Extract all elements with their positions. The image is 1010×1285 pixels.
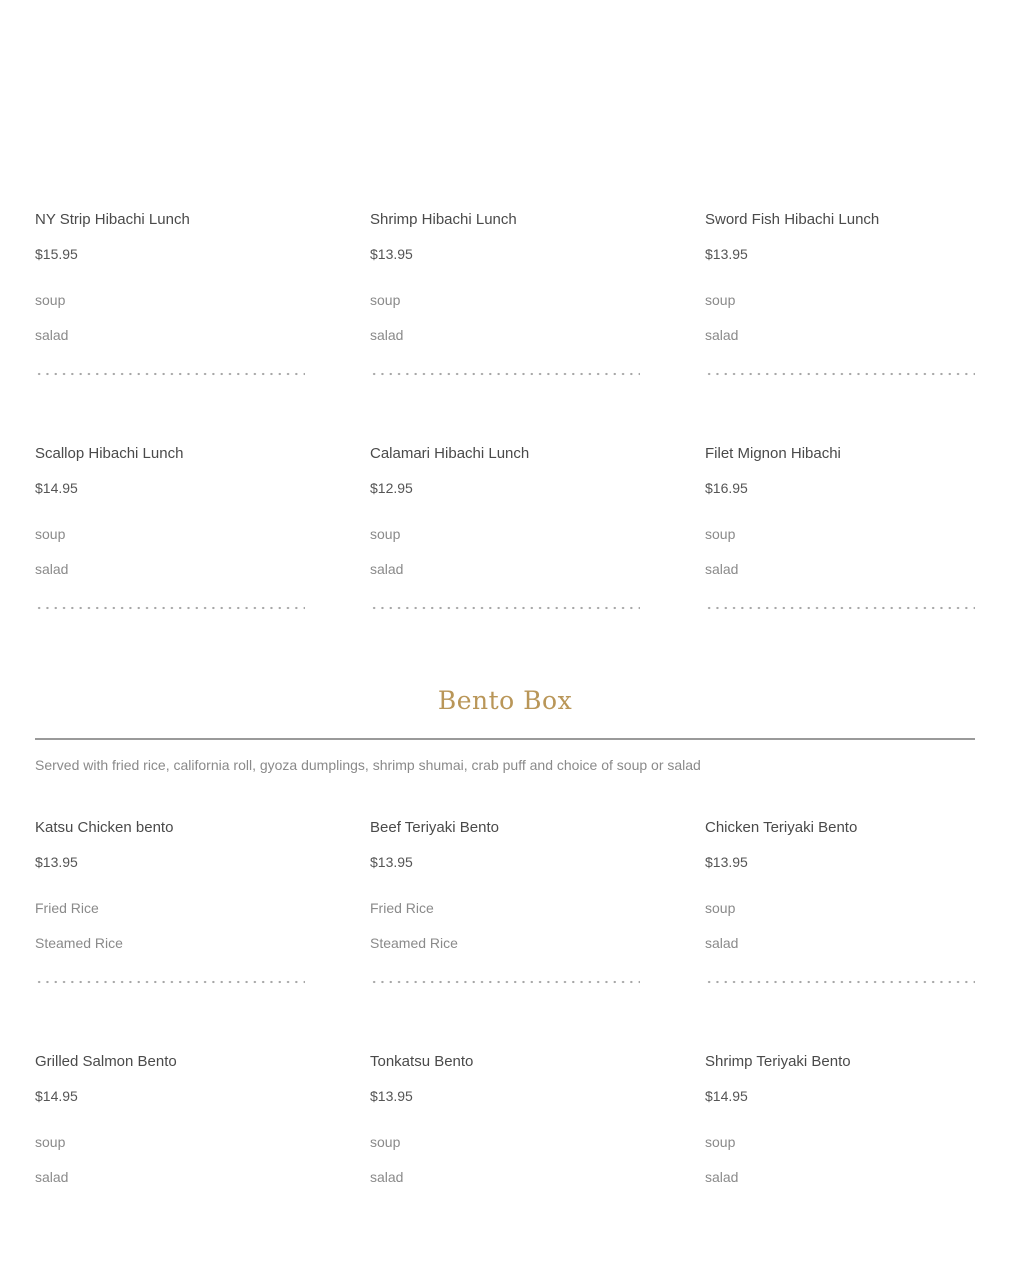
item-option: salad	[370, 327, 404, 343]
item-option: salad	[370, 561, 404, 577]
item-price: $16.95	[705, 480, 748, 496]
item-price: $13.95	[370, 246, 413, 262]
menu-item	[370, 443, 640, 677]
item-option: Fried Rice	[35, 900, 99, 916]
item-option: soup	[705, 1134, 736, 1150]
item-option: soup	[705, 292, 736, 308]
menu-item	[705, 209, 975, 443]
menu-item	[35, 817, 305, 1051]
item-name: Sword Fish Hibachi Lunch	[705, 211, 880, 228]
menu-item	[35, 209, 305, 443]
item-option: salad	[35, 327, 69, 343]
menu-item	[705, 443, 975, 677]
item-name: Chicken Teriyaki Bento	[705, 819, 858, 836]
item-option: salad	[705, 935, 739, 951]
menu-item	[705, 817, 975, 1051]
dotted-divider	[705, 606, 975, 610]
item-name: Calamari Hibachi Lunch	[370, 445, 530, 462]
item-option: soup	[705, 526, 736, 542]
item-name: Tonkatsu Bento	[370, 1053, 474, 1070]
item-option: soup	[705, 900, 736, 916]
item-price: $13.95	[35, 854, 78, 870]
item-name: Beef Teriyaki Bento	[370, 819, 499, 836]
item-price: $12.95	[370, 480, 413, 496]
item-price: $14.95	[35, 480, 78, 496]
menu-item	[35, 0, 305, 33]
item-price: $13.95	[370, 1088, 413, 1104]
section-description: Served with fried rice, california roll, gyoza dumplings, shrimp shumai, crab puff and choice of soup or salad	[35, 757, 701, 773]
item-price: $13.95	[370, 854, 413, 870]
item-option: salad	[35, 1169, 69, 1185]
dotted-divider	[370, 980, 640, 984]
menu-item	[705, 1051, 975, 1285]
menu-item	[370, 0, 640, 33]
item-option: soup	[35, 526, 66, 542]
item-option: soup	[370, 292, 401, 308]
item-name: Grilled Salmon Bento	[35, 1053, 177, 1070]
bento-row-1	[35, 1051, 975, 1185]
menu-item	[370, 817, 640, 1051]
dotted-divider	[705, 372, 975, 376]
item-option: salad	[705, 1169, 739, 1185]
item-price: $14.95	[35, 1088, 78, 1104]
menu-item	[370, 1051, 640, 1285]
item-price: $14.95	[705, 1088, 748, 1104]
dotted-divider	[370, 372, 640, 376]
item-option: salad	[705, 327, 739, 343]
menu-item	[35, 443, 305, 677]
item-name: NY Strip Hibachi Lunch	[35, 211, 190, 228]
dotted-divider	[370, 606, 640, 610]
item-name: Katsu Chicken bento	[35, 819, 174, 836]
item-option: Fried Rice	[370, 900, 434, 916]
item-option: soup	[35, 1134, 66, 1150]
dotted-divider	[35, 980, 305, 984]
item-option: Steamed Rice	[35, 935, 123, 951]
item-price: $15.95	[35, 246, 78, 262]
item-option: soup	[370, 526, 401, 542]
menu-item	[35, 1051, 305, 1285]
item-name: Filet Mignon Hibachi	[705, 445, 841, 462]
menu-item	[705, 0, 975, 33]
item-price: $13.95	[705, 854, 748, 870]
item-option: salad	[370, 1169, 404, 1185]
item-price: $13.95	[705, 246, 748, 262]
section-title: Bento Box	[437, 686, 573, 715]
item-name: Scallop Hibachi Lunch	[35, 445, 184, 462]
item-option: salad	[705, 561, 739, 577]
item-option: soup	[370, 1134, 401, 1150]
dotted-divider	[35, 372, 305, 376]
item-option: soup	[35, 292, 66, 308]
item-option: salad	[35, 561, 69, 577]
menu-item	[370, 209, 640, 443]
section-divider	[35, 738, 975, 740]
dotted-divider	[35, 606, 305, 610]
item-name: Shrimp Teriyaki Bento	[705, 1053, 851, 1070]
dotted-divider	[705, 980, 975, 984]
item-option: Steamed Rice	[370, 935, 458, 951]
item-name: Shrimp Hibachi Lunch	[370, 211, 517, 228]
